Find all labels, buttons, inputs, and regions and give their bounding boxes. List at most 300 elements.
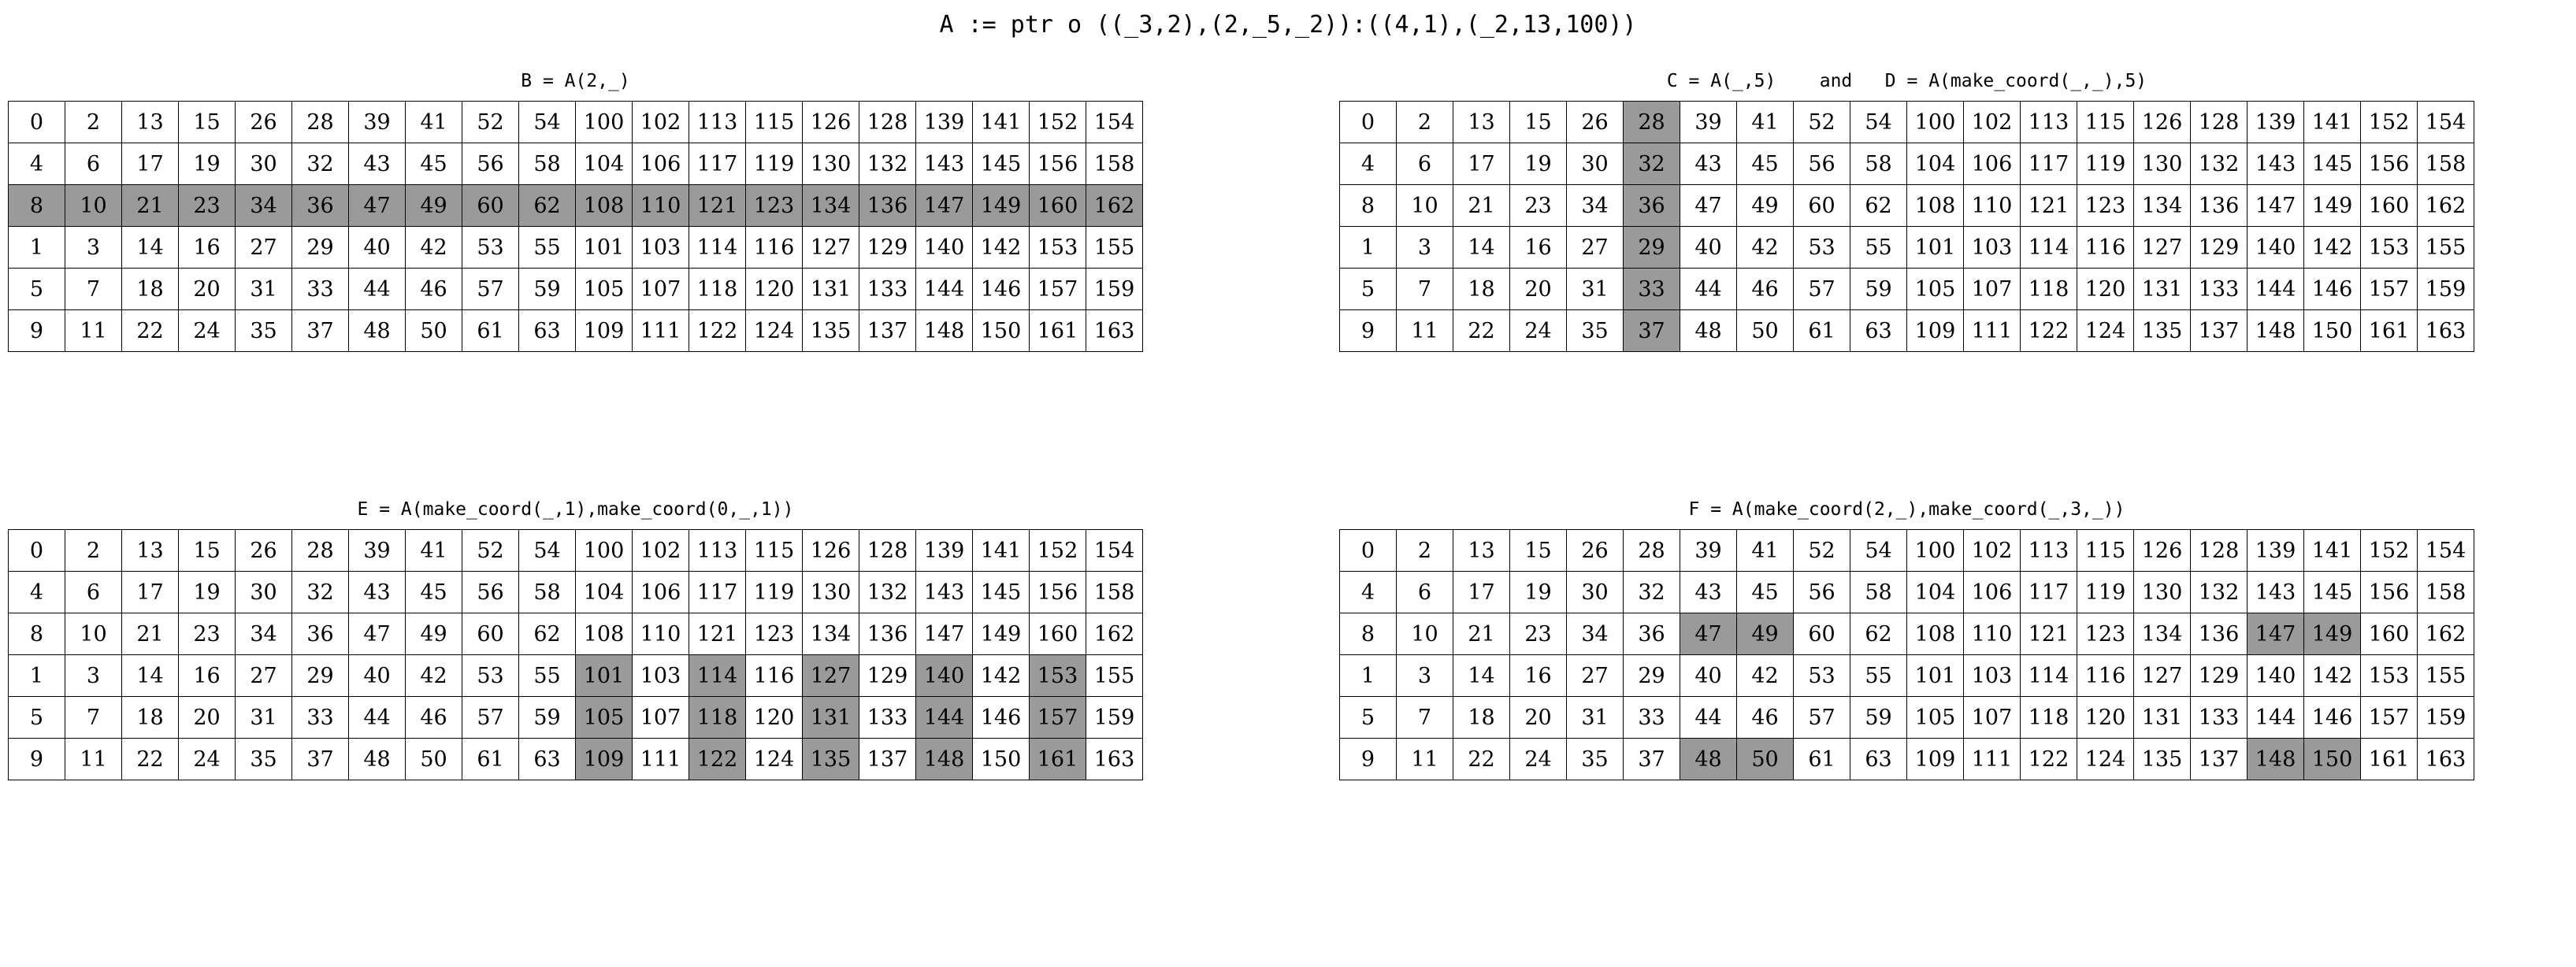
matrix-cell: 137 (859, 739, 916, 780)
matrix-cell: 58 (1850, 572, 1907, 613)
matrix-cell: 133 (859, 269, 916, 310)
matrix-cell: 16 (179, 227, 236, 269)
matrix-cell: 104 (576, 572, 633, 613)
matrix-cell: 123 (746, 613, 803, 655)
matrix-cell: 118 (2021, 697, 2077, 739)
matrix-cell: 105 (1907, 269, 1964, 310)
matrix-cell: 130 (803, 572, 859, 613)
matrix-cell: 122 (689, 310, 746, 352)
matrix-panel-e (8, 499, 1143, 780)
matrix-cell: 147 (916, 185, 973, 227)
matrix-cell: 147 (916, 613, 973, 655)
matrix-cell: 121 (2021, 613, 2077, 655)
matrix-cell: 8 (1340, 185, 1397, 227)
matrix-cell: 140 (2248, 227, 2304, 269)
matrix-cell: 13 (1453, 530, 1510, 572)
matrix-cell: 150 (973, 310, 1030, 352)
matrix-cell: 143 (2248, 572, 2304, 613)
matrix-cell: 19 (1510, 572, 1567, 613)
matrix-cell: 132 (859, 143, 916, 185)
matrix-row (9, 655, 1143, 697)
matrix-cell: 50 (406, 739, 462, 780)
matrix-cell: 24 (179, 310, 236, 352)
matrix-cell: 120 (2077, 697, 2134, 739)
matrix-cell: 22 (1453, 310, 1510, 352)
matrix-cell: 30 (1567, 572, 1624, 613)
matrix-cell: 109 (576, 310, 633, 352)
matrix-cell: 35 (236, 310, 292, 352)
matrix-cell: 141 (973, 102, 1030, 143)
matrix-cell: 58 (519, 143, 576, 185)
matrix-cell: 16 (1510, 227, 1567, 269)
matrix-cell: 106 (633, 572, 689, 613)
matrix-cell: 56 (1794, 143, 1850, 185)
matrix-cell: 60 (462, 185, 519, 227)
matrix-cell: 17 (1453, 572, 1510, 613)
matrix-cell: 108 (576, 613, 633, 655)
matrix-cell: 37 (292, 739, 349, 780)
matrix-cell: 7 (65, 269, 122, 310)
matrix-cell: 154 (2418, 102, 2474, 143)
matrix-cell: 27 (1567, 227, 1624, 269)
matrix-cell: 143 (916, 572, 973, 613)
matrix-body-f (1340, 530, 2474, 780)
matrix-cell: 15 (1510, 530, 1567, 572)
matrix-cell: 110 (633, 185, 689, 227)
matrix-cell: 17 (1453, 143, 1510, 185)
matrix-cell: 137 (2191, 739, 2248, 780)
matrix-cell: 7 (1397, 697, 1453, 739)
matrix-cell: 132 (2191, 572, 2248, 613)
matrix-cell: 162 (1086, 185, 1143, 227)
matrix-cell: 63 (519, 739, 576, 780)
matrix-cell: 157 (1030, 269, 1086, 310)
matrix-cell: 2 (1397, 530, 1453, 572)
matrix-cell: 143 (2248, 143, 2304, 185)
matrix-row (9, 572, 1143, 613)
matrix-cell: 152 (1030, 530, 1086, 572)
matrix-cell: 45 (1737, 572, 1794, 613)
matrix-cell: 158 (2418, 143, 2474, 185)
matrix-cell: 10 (1397, 185, 1453, 227)
matrix-cell: 134 (2134, 185, 2191, 227)
matrix-cell: 147 (2248, 613, 2304, 655)
matrix-cell: 134 (803, 185, 859, 227)
matrix-cell: 59 (519, 697, 576, 739)
matrix-cell: 110 (1964, 613, 2021, 655)
matrix-cell: 11 (65, 310, 122, 352)
matrix-row (9, 143, 1143, 185)
matrix-cell: 36 (292, 613, 349, 655)
matrix-cell: 50 (406, 310, 462, 352)
matrix-cell: 46 (1737, 269, 1794, 310)
matrix-cell: 54 (1850, 530, 1907, 572)
matrix-cell: 156 (1030, 143, 1086, 185)
matrix-table-cd (1339, 101, 2474, 352)
matrix-cell: 45 (406, 572, 462, 613)
matrix-cell: 104 (1907, 572, 1964, 613)
matrix-cell: 59 (1850, 269, 1907, 310)
matrix-cell: 50 (1737, 310, 1794, 352)
matrix-row (9, 310, 1143, 352)
matrix-cell: 147 (2248, 185, 2304, 227)
matrix-cell: 133 (2191, 269, 2248, 310)
matrix-cell: 137 (2191, 310, 2248, 352)
matrix-cell: 59 (1850, 697, 1907, 739)
matrix-cell: 52 (1794, 530, 1850, 572)
matrix-cell: 24 (179, 739, 236, 780)
matrix-cell: 39 (1680, 530, 1737, 572)
matrix-cell: 103 (633, 227, 689, 269)
matrix-cell: 62 (519, 185, 576, 227)
matrix-cell: 129 (859, 655, 916, 697)
matrix-cell: 23 (179, 613, 236, 655)
matrix-row (9, 739, 1143, 780)
matrix-cell: 34 (236, 613, 292, 655)
matrix-cell: 132 (2191, 143, 2248, 185)
matrix-cell: 36 (292, 185, 349, 227)
matrix-cell: 43 (1680, 143, 1737, 185)
matrix-row (1340, 185, 2474, 227)
matrix-row (1340, 613, 2474, 655)
matrix-cell: 34 (1567, 613, 1624, 655)
matrix-panel-cd (1339, 71, 2474, 352)
matrix-cell: 163 (2418, 310, 2474, 352)
matrix-cell: 159 (1086, 697, 1143, 739)
matrix-row (1340, 143, 2474, 185)
matrix-cell: 48 (349, 739, 406, 780)
matrix-cell: 57 (462, 269, 519, 310)
matrix-cell: 127 (803, 227, 859, 269)
matrix-cell: 104 (1907, 143, 1964, 185)
matrix-cell: 108 (576, 185, 633, 227)
matrix-cell: 100 (576, 102, 633, 143)
matrix-cell: 124 (746, 739, 803, 780)
matrix-cell: 117 (689, 143, 746, 185)
matrix-cell: 43 (349, 572, 406, 613)
matrix-row (9, 697, 1143, 739)
matrix-cell: 146 (2304, 697, 2361, 739)
matrix-cell: 134 (2134, 613, 2191, 655)
matrix-cell: 61 (462, 310, 519, 352)
matrix-cell: 149 (973, 613, 1030, 655)
matrix-cell: 37 (292, 310, 349, 352)
matrix-cell: 102 (1964, 102, 2021, 143)
matrix-row (9, 269, 1143, 310)
matrix-cell: 133 (2191, 697, 2248, 739)
matrix-cell: 40 (349, 227, 406, 269)
matrix-cell: 46 (406, 269, 462, 310)
matrix-cell: 160 (2361, 185, 2418, 227)
matrix-cell: 55 (1850, 227, 1907, 269)
matrix-cell: 124 (2077, 739, 2134, 780)
matrix-cell: 106 (1964, 143, 2021, 185)
matrix-cell: 111 (633, 739, 689, 780)
matrix-cell: 144 (2248, 269, 2304, 310)
matrix-cell: 2 (65, 530, 122, 572)
matrix-cell: 133 (859, 697, 916, 739)
matrix-cell: 139 (916, 102, 973, 143)
matrix-cell: 28 (1624, 102, 1680, 143)
matrix-cell: 18 (122, 269, 179, 310)
matrix-cell: 31 (1567, 269, 1624, 310)
matrix-cell: 4 (9, 572, 65, 613)
matrix-cell: 154 (1086, 530, 1143, 572)
matrix-cell: 23 (1510, 613, 1567, 655)
matrix-cell: 13 (122, 102, 179, 143)
matrix-cell: 136 (859, 613, 916, 655)
matrix-cell: 161 (1030, 310, 1086, 352)
matrix-cell: 58 (519, 572, 576, 613)
matrix-body-cd (1340, 102, 2474, 352)
matrix-cell: 153 (1030, 227, 1086, 269)
matrix-cell: 49 (406, 613, 462, 655)
matrix-cell: 150 (2304, 310, 2361, 352)
matrix-cell: 104 (576, 143, 633, 185)
matrix-cell: 48 (1680, 739, 1737, 780)
matrix-cell: 119 (2077, 143, 2134, 185)
matrix-cell: 14 (122, 655, 179, 697)
matrix-cell: 6 (1397, 143, 1453, 185)
matrix-cell: 61 (1794, 739, 1850, 780)
matrix-cell: 119 (2077, 572, 2134, 613)
matrix-cell: 3 (65, 655, 122, 697)
matrix-cell: 30 (236, 143, 292, 185)
matrix-cell: 52 (462, 102, 519, 143)
matrix-cell: 23 (179, 185, 236, 227)
panel-caption-cd: C = A(_,5) and D = A(make_coord(_,_),5) (1666, 71, 2147, 91)
matrix-cell: 126 (2134, 102, 2191, 143)
matrix-cell: 56 (1794, 572, 1850, 613)
matrix-cell: 118 (689, 269, 746, 310)
matrix-cell: 18 (122, 697, 179, 739)
matrix-cell: 40 (1680, 655, 1737, 697)
matrix-cell: 4 (1340, 143, 1397, 185)
matrix-cell: 140 (916, 655, 973, 697)
matrix-cell: 136 (859, 185, 916, 227)
matrix-cell: 123 (2077, 185, 2134, 227)
matrix-cell: 42 (406, 655, 462, 697)
matrix-cell: 49 (1737, 613, 1794, 655)
matrix-cell: 54 (519, 530, 576, 572)
matrix-cell: 20 (179, 269, 236, 310)
matrix-cell: 117 (689, 572, 746, 613)
matrix-cell: 141 (973, 530, 1030, 572)
matrix-cell: 153 (2361, 227, 2418, 269)
matrix-cell: 114 (689, 227, 746, 269)
matrix-cell: 114 (2021, 655, 2077, 697)
matrix-cell: 11 (1397, 310, 1453, 352)
matrix-cell: 100 (1907, 102, 1964, 143)
matrix-cell: 33 (292, 697, 349, 739)
matrix-cell: 29 (292, 655, 349, 697)
matrix-cell: 47 (349, 185, 406, 227)
matrix-cell: 106 (1964, 572, 2021, 613)
matrix-cell: 59 (519, 269, 576, 310)
matrix-cell: 139 (2248, 102, 2304, 143)
matrix-cell: 126 (803, 530, 859, 572)
matrix-cell: 5 (1340, 269, 1397, 310)
matrix-cell: 57 (1794, 269, 1850, 310)
matrix-cell: 158 (1086, 143, 1143, 185)
matrix-cell: 117 (2021, 572, 2077, 613)
matrix-cell: 128 (859, 530, 916, 572)
matrix-cell: 148 (2248, 739, 2304, 780)
matrix-cell: 109 (1907, 739, 1964, 780)
matrix-body-b (9, 102, 1143, 352)
matrix-cell: 35 (1567, 310, 1624, 352)
matrix-cell: 150 (2304, 739, 2361, 780)
matrix-cell: 121 (689, 185, 746, 227)
matrix-cell: 57 (1794, 697, 1850, 739)
matrix-cell: 121 (2021, 185, 2077, 227)
matrix-cell: 63 (1850, 310, 1907, 352)
matrix-cell: 44 (1680, 269, 1737, 310)
matrix-cell: 63 (1850, 739, 1907, 780)
matrix-cell: 54 (1850, 102, 1907, 143)
matrix-cell: 43 (1680, 572, 1737, 613)
matrix-cell: 128 (2191, 102, 2248, 143)
matrix-cell: 105 (576, 697, 633, 739)
matrix-row (1340, 655, 2474, 697)
matrix-cell: 162 (2418, 613, 2474, 655)
matrix-cell: 118 (689, 697, 746, 739)
matrix-cell: 10 (65, 185, 122, 227)
matrix-cell: 149 (2304, 613, 2361, 655)
panel-caption-e: E = A(make_coord(_,1),make_coord(0,_,1)) (357, 499, 794, 520)
matrix-cell: 60 (462, 613, 519, 655)
matrix-table-f (1339, 529, 2474, 780)
matrix-cell: 114 (2021, 227, 2077, 269)
matrix-cell: 7 (65, 697, 122, 739)
matrix-cell: 41 (1737, 530, 1794, 572)
matrix-cell: 15 (179, 102, 236, 143)
matrix-cell: 32 (1624, 143, 1680, 185)
matrix-cell: 39 (349, 102, 406, 143)
matrix-cell: 56 (462, 572, 519, 613)
matrix-cell: 1 (1340, 227, 1397, 269)
matrix-cell: 156 (2361, 572, 2418, 613)
matrix-cell: 128 (2191, 530, 2248, 572)
matrix-cell: 120 (2077, 269, 2134, 310)
matrix-cell: 156 (2361, 143, 2418, 185)
matrix-cell: 50 (1737, 739, 1794, 780)
matrix-cell: 111 (1964, 739, 2021, 780)
matrix-cell: 11 (1397, 739, 1453, 780)
matrix-cell: 52 (462, 530, 519, 572)
matrix-cell: 110 (1964, 185, 2021, 227)
matrix-cell: 29 (1624, 227, 1680, 269)
matrix-cell: 126 (803, 102, 859, 143)
matrix-cell: 47 (349, 613, 406, 655)
matrix-cell: 145 (2304, 143, 2361, 185)
matrix-cell: 60 (1794, 185, 1850, 227)
matrix-cell: 20 (1510, 697, 1567, 739)
matrix-cell: 10 (65, 613, 122, 655)
matrix-cell: 8 (9, 185, 65, 227)
matrix-row (1340, 739, 2474, 780)
matrix-cell: 20 (1510, 269, 1567, 310)
matrix-cell: 101 (576, 227, 633, 269)
matrix-cell: 53 (462, 227, 519, 269)
matrix-panel-b (8, 71, 1143, 352)
matrix-cell: 139 (916, 530, 973, 572)
matrix-cell: 134 (803, 613, 859, 655)
matrix-cell: 36 (1624, 613, 1680, 655)
matrix-cell: 131 (2134, 269, 2191, 310)
matrix-cell: 116 (2077, 227, 2134, 269)
matrix-cell: 43 (349, 143, 406, 185)
matrix-cell: 48 (1680, 310, 1737, 352)
matrix-cell: 155 (1086, 655, 1143, 697)
matrix-cell: 14 (122, 227, 179, 269)
matrix-cell: 123 (746, 185, 803, 227)
matrix-cell: 23 (1510, 185, 1567, 227)
matrix-cell: 142 (973, 227, 1030, 269)
matrix-cell: 9 (9, 739, 65, 780)
matrix-cell: 26 (236, 102, 292, 143)
matrix-cell: 33 (1624, 697, 1680, 739)
matrix-cell: 115 (2077, 102, 2134, 143)
matrix-cell: 101 (1907, 655, 1964, 697)
matrix-cell: 159 (1086, 269, 1143, 310)
matrix-cell: 42 (1737, 655, 1794, 697)
matrix-cell: 135 (2134, 310, 2191, 352)
matrix-cell: 37 (1624, 310, 1680, 352)
matrix-cell: 41 (406, 102, 462, 143)
matrix-cell: 31 (236, 269, 292, 310)
matrix-cell: 63 (519, 310, 576, 352)
matrix-cell: 60 (1794, 613, 1850, 655)
matrix-cell: 41 (1737, 102, 1794, 143)
matrix-cell: 154 (2418, 530, 2474, 572)
matrix-cell: 26 (1567, 530, 1624, 572)
matrix-cell: 113 (2021, 530, 2077, 572)
matrix-cell: 28 (292, 530, 349, 572)
matrix-cell: 6 (65, 143, 122, 185)
matrix-cell: 158 (1086, 572, 1143, 613)
matrix-cell: 158 (2418, 572, 2474, 613)
matrix-cell: 22 (122, 739, 179, 780)
matrix-cell: 0 (9, 102, 65, 143)
matrix-cell: 159 (2418, 269, 2474, 310)
matrix-cell: 56 (462, 143, 519, 185)
matrix-cell: 143 (916, 143, 973, 185)
matrix-cell: 149 (2304, 185, 2361, 227)
matrix-cell: 45 (406, 143, 462, 185)
matrix-cell: 3 (65, 227, 122, 269)
matrix-cell: 135 (803, 310, 859, 352)
panel-caption-f: F = A(make_coord(2,_),make_coord(_,3,_)) (1688, 499, 2125, 520)
matrix-cell: 34 (236, 185, 292, 227)
matrix-cell: 102 (633, 102, 689, 143)
matrix-cell: 146 (973, 697, 1030, 739)
matrix-cell: 160 (1030, 613, 1086, 655)
matrix-cell: 30 (1567, 143, 1624, 185)
matrix-cell: 150 (973, 739, 1030, 780)
matrix-cell: 61 (1794, 310, 1850, 352)
matrix-cell: 22 (122, 310, 179, 352)
matrix-cell: 5 (9, 269, 65, 310)
matrix-cell: 0 (1340, 102, 1397, 143)
matrix-cell: 58 (1850, 143, 1907, 185)
matrix-cell: 18 (1453, 697, 1510, 739)
matrix-cell: 31 (1567, 697, 1624, 739)
matrix-cell: 55 (519, 227, 576, 269)
matrix-cell: 127 (2134, 655, 2191, 697)
matrix-cell: 124 (2077, 310, 2134, 352)
matrix-cell: 122 (689, 739, 746, 780)
